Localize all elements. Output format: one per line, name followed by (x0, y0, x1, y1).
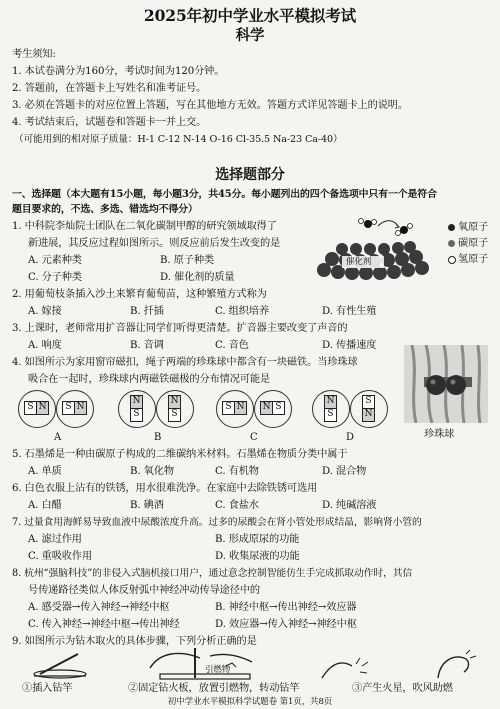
q8-stem-1: 8. 杭州“强脑科技”的非侵入式脑机接口用户，通过意念控制智能仿生手完成抓取动作时，其信 (12, 568, 413, 579)
q2-stem: 2. 用葡萄枝条插入沙土来繁育葡萄苗，这种繁殖方式称为 (12, 289, 267, 300)
pearl-ball-caption: 珍珠球 (424, 429, 455, 440)
q4a-pole-n-2: N (74, 401, 87, 415)
q5-option-a: A. 单质 (28, 466, 62, 477)
q9-caption-2: ②固定钻火板，放置引燃物，转动钻竿 (128, 683, 300, 694)
q7-option-b: B. 形成原尿的功能 (215, 534, 300, 545)
q4a-pole-n-1: N (36, 401, 49, 415)
q9-stem: 9. 如图所示为钻木取火的具体步骤，下列分析正确的是 (12, 636, 257, 647)
q8-option-b: B. 神经中枢→传出神经→效应器 (215, 602, 357, 613)
q5-option-d: D. 混合物 (322, 466, 367, 477)
q4-figure-a (18, 390, 94, 430)
page-footer: 初中学业水平模拟科学试题卷 第1页，共8页 (167, 697, 333, 707)
q9-caption-1: ①插入钻竿 (22, 683, 73, 694)
q3-option-c: C. 音色 (215, 340, 249, 351)
q5-stem: 5. 石墨烯是一种由碳原子构成的二维碳纳米材料。石墨烯在物质分类中属于 (12, 449, 348, 460)
atomic-masses: （可能用到的相对原子质量：H-1 C-12 N-14 O-16 Cl-35.5 Na-23 Ca-40） (14, 134, 343, 145)
q3-option-d: D. 传播速度 (322, 340, 377, 351)
q1-stem-1: 1. 中科院李灿院士团队在二氧化碳制甲醇的研究领域取得了 (12, 221, 277, 232)
q4-label-b: B (154, 432, 162, 443)
q4b-pole-s-1: S (130, 408, 143, 422)
pearl-ball-photo (404, 345, 488, 423)
q7-option-d: D. 收集尿液的功能 (215, 551, 300, 562)
q1-stem-2: 新进展，其反应过程如图所示。则反应前后发生改变的是 (28, 238, 281, 249)
q7-option-c: C. 重吸收作用 (28, 551, 93, 562)
notice-item-1: 1. 本试卷满分为160分，考试时间为120分钟。 (12, 66, 225, 77)
q1-option-b: B. 原子种类 (160, 255, 215, 266)
q2-option-a: A. 嫁接 (28, 306, 62, 317)
hydrogen-atom-icon (448, 256, 456, 264)
q4d-pole-s-1: S (324, 408, 337, 422)
q4d-pole-n-1: N (324, 395, 337, 409)
q2-option-b: B. 扦插 (130, 306, 164, 317)
q6-option-c: C. 食盐水 (215, 500, 259, 511)
q2-option-c: C. 组织培养 (215, 306, 269, 317)
legend-oxygen (448, 221, 500, 237)
q4-figure-b (118, 390, 194, 430)
notice-item-2: 2. 答题前，在答题卡上写姓名和准考证号。 (12, 83, 207, 94)
q3-option-a: A. 响度 (28, 340, 62, 351)
part-intro-line2: 题目要求的，不选、多选、错选均不得分） (12, 204, 198, 215)
exam-title: 2025年初中学业水平模拟考试 (143, 6, 357, 25)
q5-option-b: B. 氧化物 (130, 466, 174, 477)
q8-option-d: D. 效应器→传入神经→神经中枢 (215, 619, 357, 630)
oxygen-atom-icon (448, 224, 455, 231)
catalyst-reaction-diagram (312, 212, 442, 290)
q7-option-a: A. 滤过作用 (28, 534, 82, 545)
legend-carbon (448, 237, 500, 253)
q7-stem: 7. 过量食用海鲜易导致血液中尿酸浓度升高。过多的尿酸会在肾小管处形成结晶，影响肾小管的 (12, 517, 422, 528)
blowing-figure (430, 648, 480, 682)
q6-option-a: A. 白醋 (28, 500, 62, 511)
carbon-atom-icon (448, 240, 455, 247)
q4c-pole-s-1: S (222, 401, 235, 415)
spark-figure (312, 652, 392, 682)
part-intro-line1: 一、选择题（本大题有15小题，每小题3分，共45分。每小题列出的四个备选项中只有一个是符合 (12, 189, 437, 200)
legend-carbon-label: 碳原子 (458, 238, 489, 249)
q4b-pole-n-2: N (168, 395, 181, 409)
atom-legend (448, 221, 500, 269)
catalyst-label: 催化剂 (346, 257, 372, 267)
exam-subject: 科学 (235, 27, 265, 44)
notice-item-3: 3. 必须在答题卡的对应位置上答题，写在其他地方无效。答题方式详见答题卡上的说明。 (12, 100, 408, 111)
q1-option-a: A. 元素种类 (28, 255, 82, 266)
q4-label-d: D (346, 432, 355, 443)
q4-stem-1: 4. 如图所示为家用窗帘磁扣，绳子两端的珍珠球中都含有一块磁铁。当珍珠球 (12, 357, 358, 368)
legend-hydrogen (448, 253, 500, 269)
notice-heading: 考生须知: (12, 49, 56, 60)
section-title: 选择题部分 (215, 167, 285, 183)
q1-option-c: C. 分子种类 (28, 272, 82, 283)
q4b-pole-n-1: N (130, 395, 143, 409)
legend-oxygen-label: 氧原子 (458, 222, 489, 233)
legend-hydrogen-label: 氢原子 (458, 254, 489, 265)
q5-option-c: C. 有机物 (215, 466, 259, 477)
q8-option-a: A. 感受器→传入神经→神经中枢 (28, 602, 170, 613)
q4c-pole-n-1: N (234, 401, 247, 415)
tinder-label: 引燃物 (205, 665, 231, 675)
q4-stem-2: 吸合在一起时，珍珠球内两磁铁磁极的分布情况可能是 (28, 374, 271, 385)
notice-item-4: 4. 考试结束后，试题卷和答题卡一并上交。 (12, 117, 207, 128)
q4a-pole-s-1: S (24, 401, 37, 415)
q4b-pole-s-2: S (168, 408, 181, 422)
q4a-pole-s-2: S (62, 401, 75, 415)
q4-figure-d (312, 390, 388, 430)
q4-figure-c (216, 390, 292, 430)
q9-caption-3: ③产生火星，吹风助燃 (352, 683, 453, 694)
q8-stem-2: 号传递路径类似人体反射弧中神经冲动传导途径中的 (28, 585, 261, 596)
q4d-pole-s-2: S (362, 395, 375, 409)
q4-label-a: A (54, 432, 62, 443)
q4c-pole-n-2: N (260, 401, 273, 415)
q3-option-b: B. 音调 (130, 340, 164, 351)
q4-label-c: C (250, 432, 258, 443)
q3-stem: 3. 上课时，老师常用扩音器让同学们听得更清楚。扩音器主要改变了声音的 (12, 323, 348, 334)
q6-option-b: B. 碘酒 (130, 500, 164, 511)
q2-option-d: D. 有性生殖 (322, 306, 377, 317)
q6-option-d: D. 纯碱溶液 (322, 500, 377, 511)
q1-option-d: D. 催化剂的质量 (160, 272, 235, 283)
q8-option-c: C. 传入神经→神经中枢→传出神经 (28, 619, 180, 630)
drill-rod-figure (30, 650, 100, 680)
q4c-pole-s-2: S (272, 401, 285, 415)
q4d-pole-n-2: N (362, 408, 375, 422)
q6-stem: 6. 白色衣服上沾有的铁锈，用水很难洗净。在家庭中去除铁锈可选用 (12, 483, 318, 494)
